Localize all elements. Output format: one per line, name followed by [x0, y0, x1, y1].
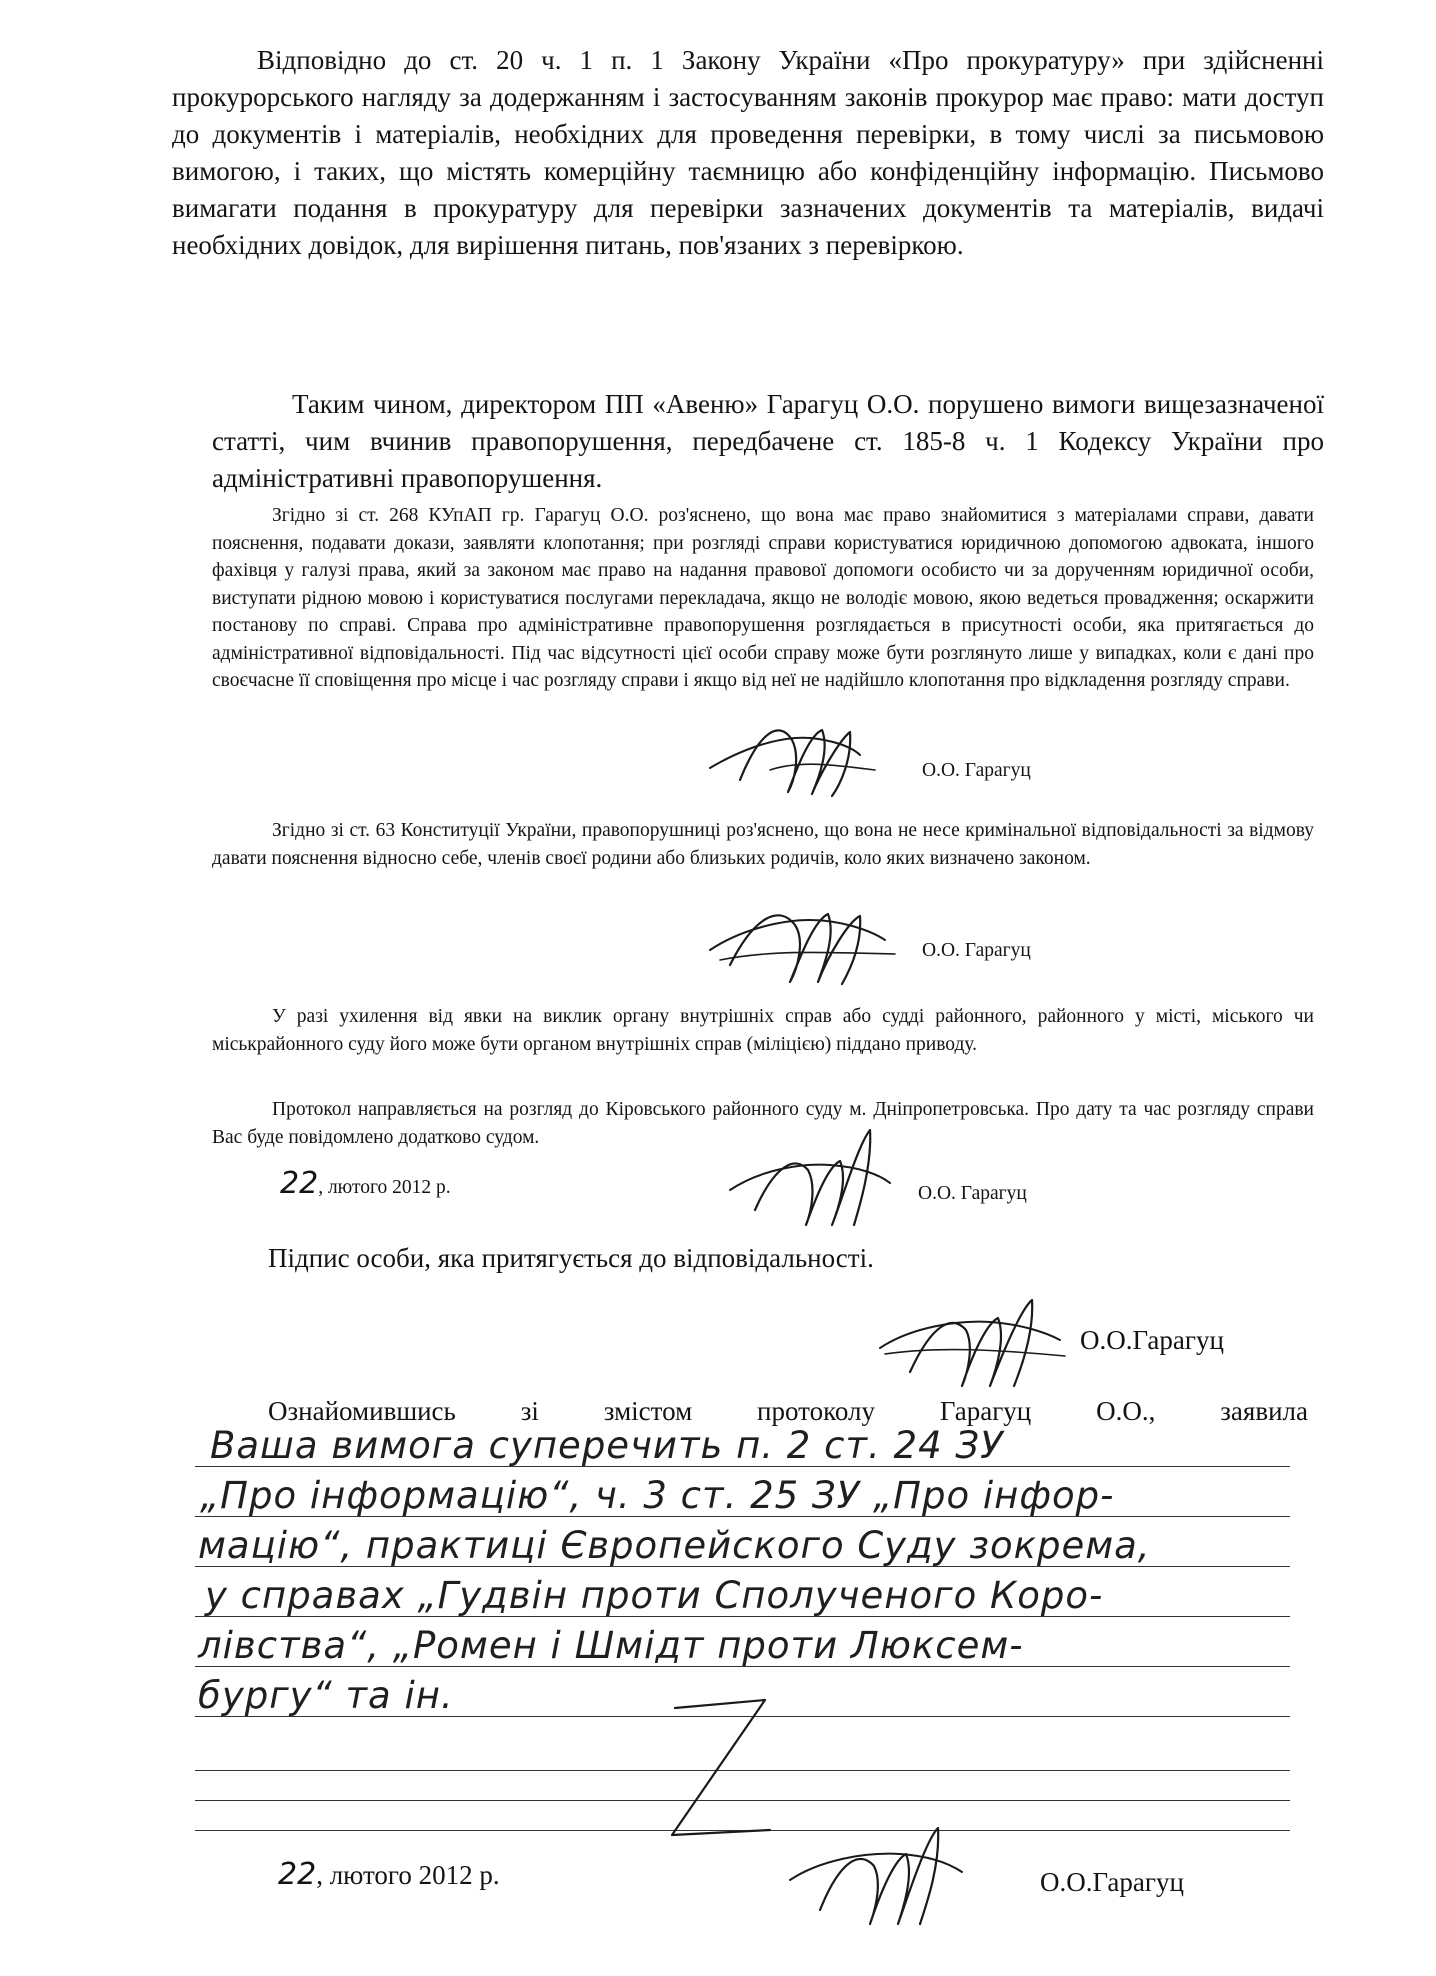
signature-1 [700, 710, 890, 800]
paragraph-compulsory-appearance: У разі ухилення від явки на виклик органу внутрішніх справ або судді районного, районного у місті, міського чи міськрайонного суду його може бути органом внутрішніх справ (міліцією) піддано приводу. [212, 1006, 1314, 1055]
signatory-name-4: О.О.Гарагуц [1080, 1325, 1224, 1355]
handwritten-line-1: Ваша вимога суперечить п. 2 ст. 24 ЗУ [210, 1424, 1004, 1467]
paragraph-prosecutor-rights: Відповідно до ст. 20 ч. 1 п. 1 Закону України «Про прокуратуру» при здійсненні прокурорського нагляду за додержанням і застосуванням законів прокурор має право: мати доступ до документів і матеріалів, необхідних для проведення перевірки, в тому числі за письмовою вимогою, і таких, що містять комерційну таємницю або конфіденційну інформацію. Письмово вимагати подання в прокуратуру для перевірки зазначених документів та матеріалів, видачі необхідних довідок, для вирішення питань, пов'язаних з перевіркою. [172, 45, 1324, 260]
handwritten-line-2: „Про інформацію“, ч. 3 ст. 25 ЗУ „Про інфор- [200, 1474, 1115, 1517]
handwritten-line-6: бургу“ та ін. [198, 1674, 454, 1717]
handwritten-line-4: у справах „Гудвін проти Сполученого Коро- [205, 1574, 1104, 1617]
signatory-name-5: О.О.Гарагуц [1040, 1867, 1184, 1897]
date-line-1 [280, 1166, 451, 1202]
handwritten-line-3: мацію“, практиці Європейского Суду зокрема, [198, 1524, 1151, 1567]
signatory-name-2: О.О. Гарагуц [922, 940, 1031, 961]
signature-2 [700, 890, 900, 990]
handwritten-line-5: лівства“, „Ромен і Шмідт проти Люксем- [198, 1624, 1024, 1667]
paragraph-familiarization: Ознайомившись зі змістом протоколу Гарагуц О.О., заявила [268, 1396, 1308, 1426]
date-day-1: 22 [280, 1166, 319, 1201]
signature-3 [720, 1125, 900, 1235]
cancellation-mark [650, 1690, 780, 1850]
paragraph-rights-explained: Згідно зі ст. 268 КУпАП гр. Гарагуц О.О. роз'яснено, що вона має право знайомитися з матеріалами справи, давати пояснення, подавати докази, заявляти клопотання; при розгляді справи користуватися юридичною допомогою адвоката, іншого фахівця у галузі права, який за законом має право на надання правової допомоги особисто чи за дорученням юридичної особи, виступати рідною мовою і користуватися послугами перекладача, якщо не володіє мовою, якою ведеться провадження; оскаржити постанову по справі. Справа про адміністративне правопорушення розглядається в присутності особи, яка притягається до адміністративної відповідальності. Під час відсутності цієї особи справу може бути розглянуто лише у випадках, коли є дані про своєчасне її сповіщення про місце і час розгляду справи і якщо від неї не надійшло клопотання про відкладення розгляду справи. [212, 505, 1314, 691]
paragraph-court-referral: Протокол направляється на розгляд до Кіровського районного суду м. Дніпропетровська. Про дату та час розгляду справи Вас буде повідомлено додатково судом. [212, 1099, 1314, 1148]
date-line-2 [278, 1856, 500, 1894]
date-rest-1: , лютого 2012 р. [318, 1177, 451, 1198]
signature-4 [870, 1280, 1070, 1390]
paragraph-constitution: Згідно зі ст. 63 Конституції України, правопорушниці роз'яснено, що вона не несе кримінальної відповідальності за відмову давати пояснення відносно себе, членів своєї родини або близьких родичів, коло яких визначено законом. [212, 820, 1314, 869]
date-rest-2: , лютого 2012 р. [316, 1860, 500, 1890]
paragraph-violation: Таким чином, директором ПП «Авеню» Гарагуц О.О. порушено вимоги вищезазначеної статті, чим вчинив правопорушення, передбачене ст. 185-8 ч. 1 Кодексу України про адміністративні правопорушення. [212, 389, 1324, 493]
paragraph-signature-label: Підпис особи, яка притягується до відповідальності. [268, 1243, 874, 1273]
signatory-name-1: О.О. Гарагуц [922, 760, 1031, 781]
date-day-2: 22 [278, 1857, 317, 1892]
signature-5 [780, 1800, 970, 1930]
signatory-name-3: О.О. Гарагуц [918, 1183, 1027, 1204]
